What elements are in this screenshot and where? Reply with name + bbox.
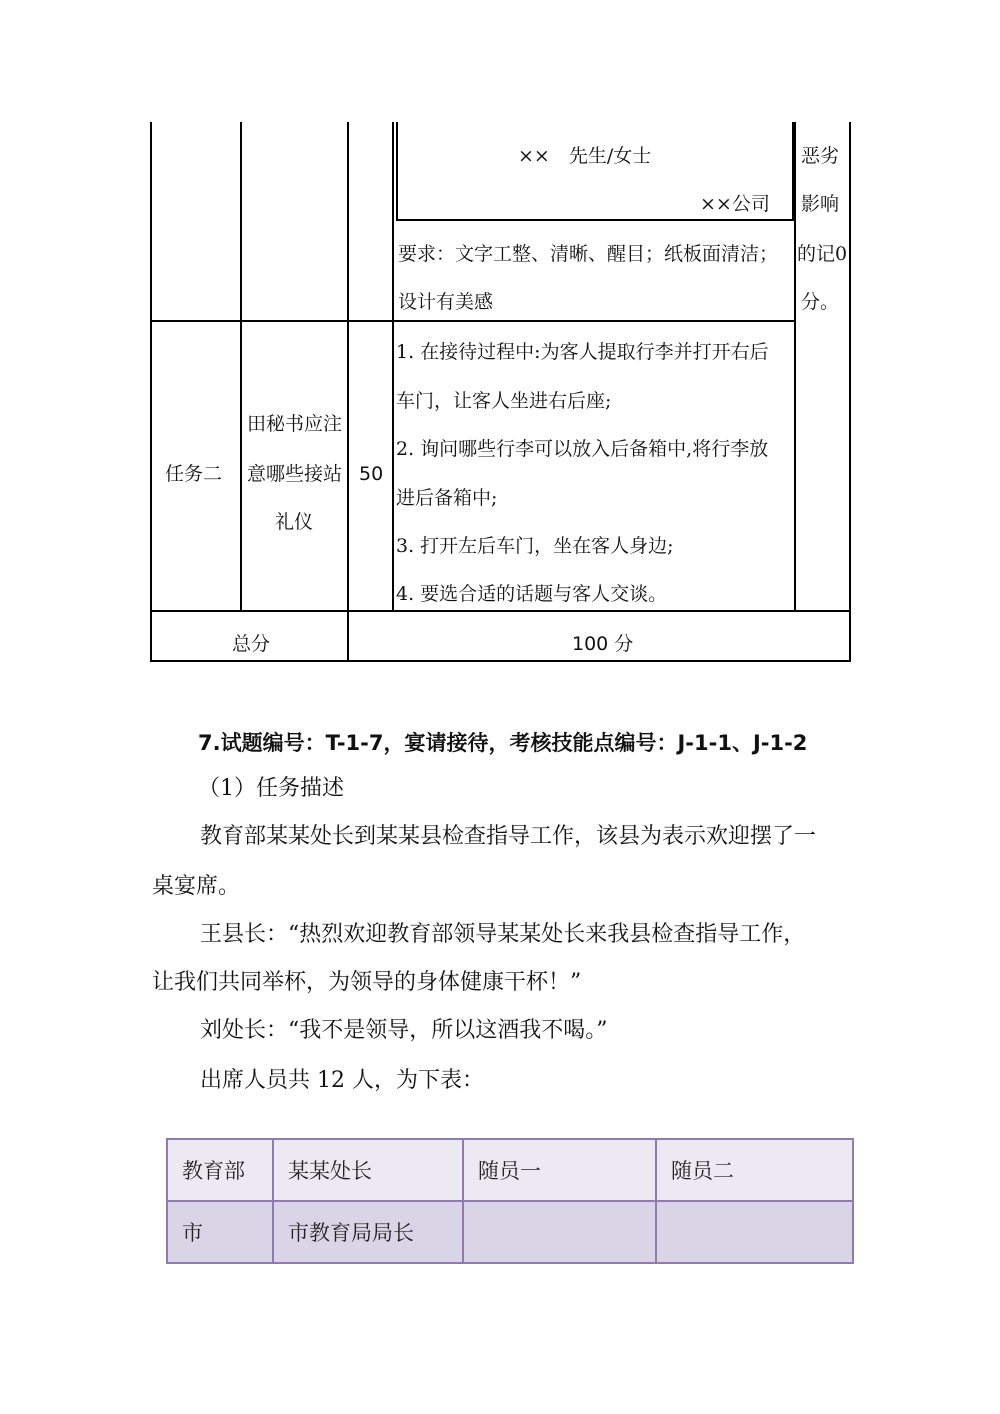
body-paragraph: 让我们共同举杯，为领导的身体健康干杯！” [152,970,582,995]
sign-box-left [396,122,398,221]
table-cell: 随员二 [656,1139,853,1201]
sign-company: ××公司 [700,193,770,215]
task-item: 2. 询问哪些行李可以放入后备箱中,将行李放 [396,438,769,460]
table-row-line [150,610,851,612]
deduction-line: 分。 [801,291,840,313]
sign-box-right [792,122,794,221]
body-paragraph: 刘处长：“我不是领导，所以这酒我不喝。” [200,1018,608,1043]
task-item: 1. 在接待过程中:为客人提取行李并打开右后 [396,341,769,363]
table-cell: 教育部 [167,1139,273,1201]
requirement-line-1: 要求：文字工整、清晰、醒目；纸板面清洁； [398,243,779,265]
section-subheading: （1）任务描述 [198,776,344,801]
table-cell: 市教育局局长 [273,1201,463,1263]
sign-greeting: ×× 先生/女士 [518,145,652,167]
task-score: 50 [359,463,384,485]
table-cell: 某某处长 [273,1139,463,1201]
total-value: 100 分 [572,633,634,655]
total-label: 总分 [232,633,271,655]
table-row [167,1201,853,1263]
task-desc-line: 田秘书应注 [247,413,343,435]
section-heading: 7.试题编号：T-1-7，宴请接待，考核技能点编号：J-1-1、J-1-2 [198,731,808,755]
table-row [167,1139,853,1201]
attendee-table [166,1138,854,1264]
table-row-line [150,320,796,322]
table-col-line [794,122,796,612]
body-paragraph: 桌宴席。 [152,874,241,899]
table-cell: 市 [167,1201,273,1263]
requirement-line-2: 设计有美感 [398,291,494,313]
sign-box-bottom [396,219,794,221]
table-cell: 随员一 [463,1139,656,1201]
table-cell [463,1201,656,1263]
table-col-line [240,122,242,612]
task-item: 进后备箱中; [396,487,498,509]
task-desc-line: 礼仪 [275,511,314,533]
table-border-left [150,122,152,662]
task-name: 任务二 [165,463,223,485]
table-border-right [849,122,851,662]
table-col-line [392,122,394,612]
body-paragraph: 教育部某某处长到某某县检查指导工作，该县为表示欢迎摆了一 [200,824,817,849]
task-item: 3. 打开左后车门，坐在客人身边; [396,535,674,557]
body-paragraph: 王县长：“热烈欢迎教育部领导某某处长来我县检查指导工作， [200,922,806,947]
table-col-line [347,122,349,662]
deduction-line: 的记0 [797,243,848,265]
deduction-line: 影响 [801,193,840,215]
body-paragraph: 出席人员共 12 人，为下表： [200,1068,484,1093]
task-item: 4. 要选合适的话题与客人交谈。 [396,583,668,605]
task-desc-line: 意哪些接站 [247,463,343,485]
deduction-line: 恶劣 [801,145,840,167]
table-border-bottom [150,660,851,662]
table-cell [656,1201,853,1263]
task-item: 车门，让客人坐进右后座; [396,390,612,412]
